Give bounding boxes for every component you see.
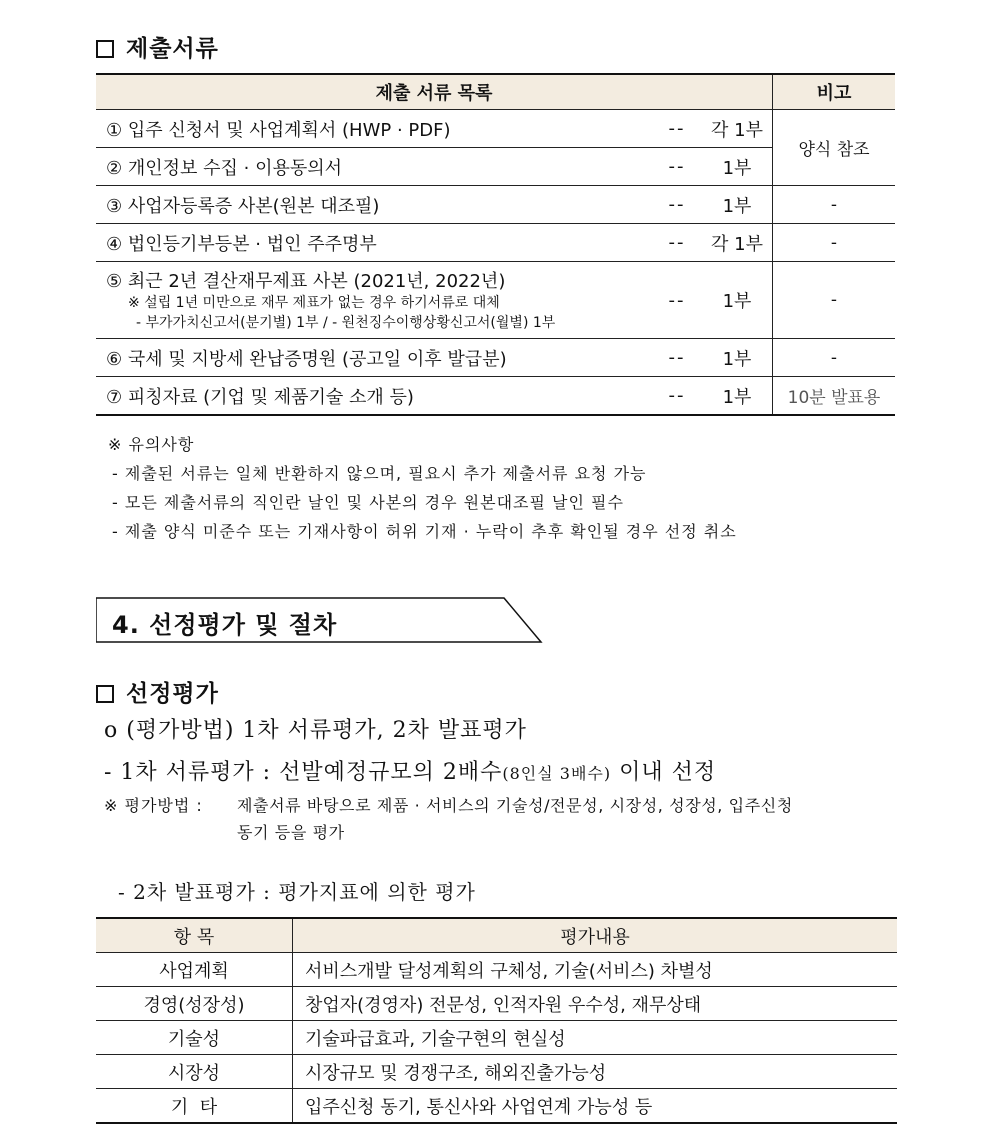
evaluation-content: 서비스개발 달성계획의 구체성, 기술(서비스) 차별성 [293, 953, 898, 987]
note-item: - 제출 양식 미준수 또는 기재사항이 허위 기재 · 누락이 추후 확인될 경우 선정 취소 [112, 522, 737, 541]
document-item: ① 입주 신청서 및 사업계획서 (HWP · PDF) [96, 110, 652, 148]
criteria-line: 동기 등을 평가 [237, 823, 345, 842]
dash: -- [652, 339, 702, 377]
document-item-multiline [96, 262, 652, 339]
document-count: 각 1부 [702, 110, 773, 148]
table-row [96, 953, 897, 987]
evaluation-table-header [96, 918, 897, 953]
dash: -- [652, 262, 702, 339]
document-item: ④ 법인등기부등본 · 법인 주주명부 [96, 224, 652, 262]
table-row [96, 224, 895, 262]
document-note: - [773, 339, 896, 377]
dash: -- [652, 186, 702, 224]
document-count: 각 1부 [702, 224, 773, 262]
documents-table [96, 73, 895, 416]
document-subnote: - 부가가치신고서(분기별) 1부 / - 원천징수이행상황신고서(월별) 1부 [136, 315, 556, 331]
header-document-list: 제출 서류 목록 [96, 74, 773, 110]
checkbox-square-icon [96, 40, 114, 58]
header-item: 항 목 [96, 918, 293, 953]
notes-title: ※ 유의사항 [108, 435, 195, 454]
first-round-note: (8인실 3배수) [502, 764, 612, 783]
evaluation-content: 시장규모 및 경쟁구조, 해외진출가능성 [293, 1055, 898, 1089]
documents-heading [96, 30, 219, 63]
evaluation-item: 시장성 [96, 1055, 293, 1089]
evaluation-item: 사업계획 [96, 953, 293, 987]
document-note: 10분 발표용 [773, 377, 896, 416]
document-subnote: ※ 설립 1년 미만으로 재무 제표가 없는 경우 하기서류로 대체 [128, 295, 500, 311]
documents-heading-text: 제출서류 [126, 35, 219, 62]
document-item: ⑦ 피칭자료 (기업 및 제품기술 소개 등) [96, 377, 652, 416]
document-note: - [773, 224, 896, 262]
table-row [96, 377, 895, 416]
document-count: 1부 [702, 186, 773, 224]
criteria-label: ※ 평가방법 : [104, 796, 203, 815]
checkbox-square-icon [96, 685, 114, 703]
header-note: 비고 [773, 74, 896, 110]
evaluation-heading-text: 선정평가 [126, 680, 219, 707]
header-content: 평가내용 [293, 918, 898, 953]
document-count: 1부 [702, 262, 773, 339]
table-row [96, 1055, 897, 1089]
note-item: - 제출된 서류는 일체 반환하지 않으며, 필요시 추가 제출서류 요청 가능 [112, 464, 647, 483]
table-row [96, 1089, 897, 1124]
section-title-box [96, 597, 546, 643]
document-item: ② 개인정보 수집 · 이용동의서 [96, 148, 652, 186]
document-note: - [773, 186, 896, 224]
table-row [96, 1021, 897, 1055]
evaluation-item: 기술성 [96, 1021, 293, 1055]
criteria-line: 제출서류 바탕으로 제품 · 서비스의 기술성/전문성, 시장성, 성장성, 입주신청 [237, 796, 793, 815]
dash: -- [652, 377, 702, 416]
dash: -- [652, 148, 702, 186]
evaluation-content: 입주신청 동기, 통신사와 사업연계 가능성 등 [293, 1089, 898, 1124]
table-row [96, 339, 895, 377]
table-row [96, 987, 897, 1021]
second-round-line: - 2차 발표평가 : 평가지표에 의한 평가 [118, 880, 476, 904]
first-round-text: - 1차 서류평가 : 선발예정규모의 2배수 [104, 760, 503, 785]
document-item: ⑥ 국세 및 지방세 완납증명원 (공고일 이후 발급분) [96, 339, 652, 377]
evaluation-content: 창업자(경영자) 전문성, 인적자원 우수성, 재무상태 [293, 987, 898, 1021]
document-item: ⑤ 최근 2년 결산재무제표 사본 (2021년, 2022년) [106, 271, 506, 292]
document-count: 1부 [702, 377, 773, 416]
document-count: 1부 [702, 148, 773, 186]
evaluation-table [96, 917, 897, 1124]
table-row [96, 110, 895, 148]
first-round-text-end: 이내 선정 [611, 760, 717, 785]
notes-block [108, 430, 737, 546]
table-row [96, 262, 895, 339]
evaluation-item: 경영(성장성) [96, 987, 293, 1021]
document-note: - [773, 262, 896, 339]
documents-table-header [96, 74, 895, 110]
document-item: ③ 사업자등록증 사본(원본 대조필) [96, 186, 652, 224]
section-title: 4. 선정평가 및 절차 [112, 611, 338, 639]
first-round-line [104, 755, 716, 786]
evaluation-content: 기술파급효과, 기술구현의 현실성 [293, 1021, 898, 1055]
merged-note: 양식 참조 [773, 110, 896, 186]
evaluation-item: 기 타 [96, 1089, 293, 1124]
dash: -- [652, 110, 702, 148]
dash: -- [652, 224, 702, 262]
note-item: - 모든 제출서류의 직인란 날인 및 사본의 경우 원본대조필 날인 필수 [112, 493, 624, 512]
evaluation-heading [96, 675, 219, 708]
document-count: 1부 [702, 339, 773, 377]
table-row [96, 186, 895, 224]
evaluation-method: o (평가방법) 1차 서류평가, 2차 발표평가 [104, 718, 527, 743]
